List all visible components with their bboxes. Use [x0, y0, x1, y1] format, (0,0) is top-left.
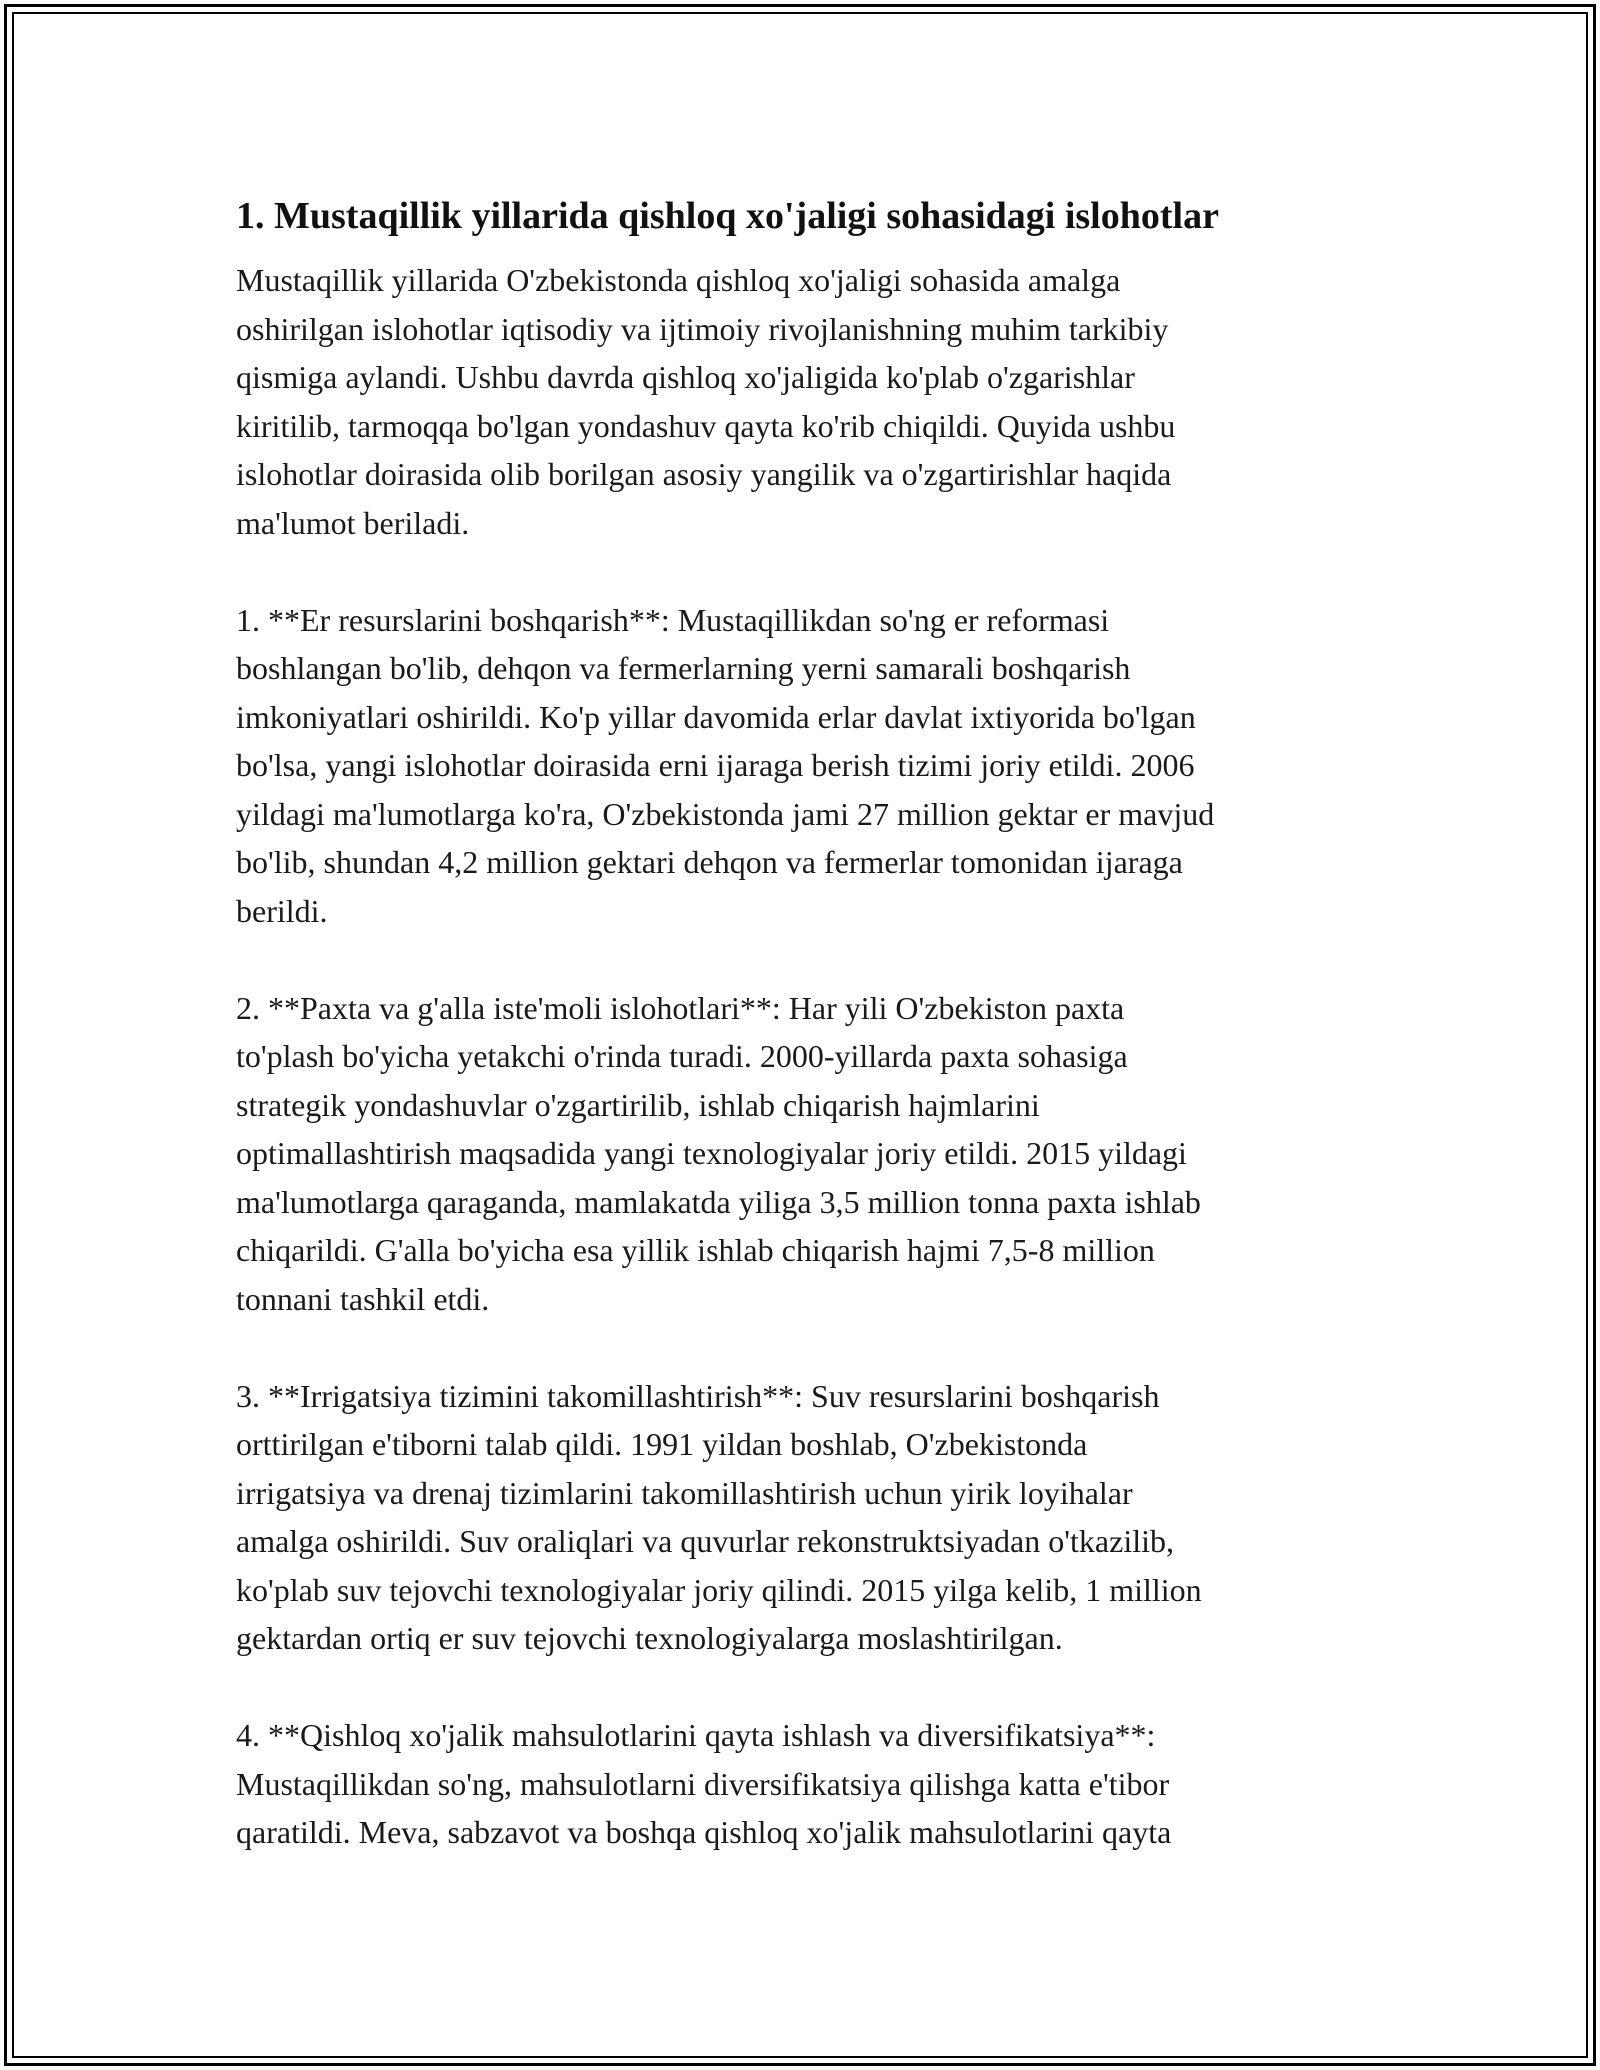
item-3-paragraph: 3. **Irrigatsiya tizimini takomillashtirish**: Suv resurslarini boshqarish orttirilgan e'tiborni talab qildi. 1991 yildan boshlab, O'zbekistonda irrigatsiya va drenaj tizimlarini takomillashtirish uchun yirik loyihalar amalga oshirildi. Suv oraliqlari va quvurlar rekonstruktsiyadan o'tkazilib, ko'plab suv tejovchi texnologiyalar joriy qilindi. 2015 yilga kelib, 1 million gektardan ortiq er suv tejovchi texnologiyalarga moslashtirilgan. [236, 1377, 1202, 1656]
item-4-paragraph: 4. **Qishloq xo'jalik mahsulotlarini qayta ishlash va diversifikatsiya**: Mustaqillikdan so'ng, mahsulotlarni diversifikatsiya qilishga katta e'tibor qaratildi. Meva, sabzavot va boshqa qishloq xo'jalik mahsulotlarini qayta [236, 1717, 1172, 1850]
paragraph-spacer [236, 1323, 1376, 1372]
item-1-paragraph: 1. **Er resurslarini boshqarish**: Mustaqillikdan so'ng er reformasi boshlangan bo'lib, dehqon va fermerlarning yerni samarali boshqarish imkoniyatlari oshirildi. Ko'p yillar davomida erlar davlat ixtiyorida bo'lgan bo'lsa, yangi islohotlar doirasida erni ijaraga berish tizimi joriy etildi. 2006 yildagi ma'lumotlarga ko'ra, O'zbekistonda jami 27 million gektar er mavjud bo'lib, shundan 4,2 million gektari dehqon va fermerlar tomonidan ijaraga berildi. [236, 601, 1215, 929]
document-body [236, 190, 1376, 1857]
item-2-paragraph: 2. **Paxta va g'alla iste'moli islohotlari**: Har yili O'zbekiston paxta to'plash bo'yicha yetakchi o'rinda turadi. 2000-yillarda paxta sohasiga strategik yondashuvlar o'zgartirilib, ishlab chiqarish hajmlarini optimallashtirish maqsadida yangi texnologiyalar joriy etildi. 2015 yildagi ma'lumotlarga qaraganda, mamlakatda yiliga 3,5 million tonna paxta ishlab chiqarildi. G'alla bo'yicha esa yillik ishlab chiqarish hajmi 7,5-8 million tonnani tashkil etdi. [236, 989, 1201, 1317]
paragraph-spacer [236, 935, 1376, 984]
intro-paragraph: Mustaqillik yillarida O'zbekistonda qishloq xo'jaligi sohasida amalga oshirilgan islohotlar iqtisodiy va ijtimoiy rivojlanishning muhim tarkibiy qismiga aylandi. Ushbu davrda qishloq xo'jaligida ko'plab o'zgarishlar kiritilib, tarmoqqa bo'lgan yondashuv qayta ko'rib chiqildi. Quyida ushbu islohotlar doirasida olib borilgan asosiy yangilik va o'zgartirishlar haqida ma'lumot beriladi. [236, 262, 1176, 541]
paragraph-spacer [236, 1663, 1376, 1712]
section-heading: 1. Mustaqillik yillarida qishloq xo'jaligi sohasidagi islohotlar [236, 195, 1219, 237]
paragraph-spacer [236, 547, 1376, 596]
